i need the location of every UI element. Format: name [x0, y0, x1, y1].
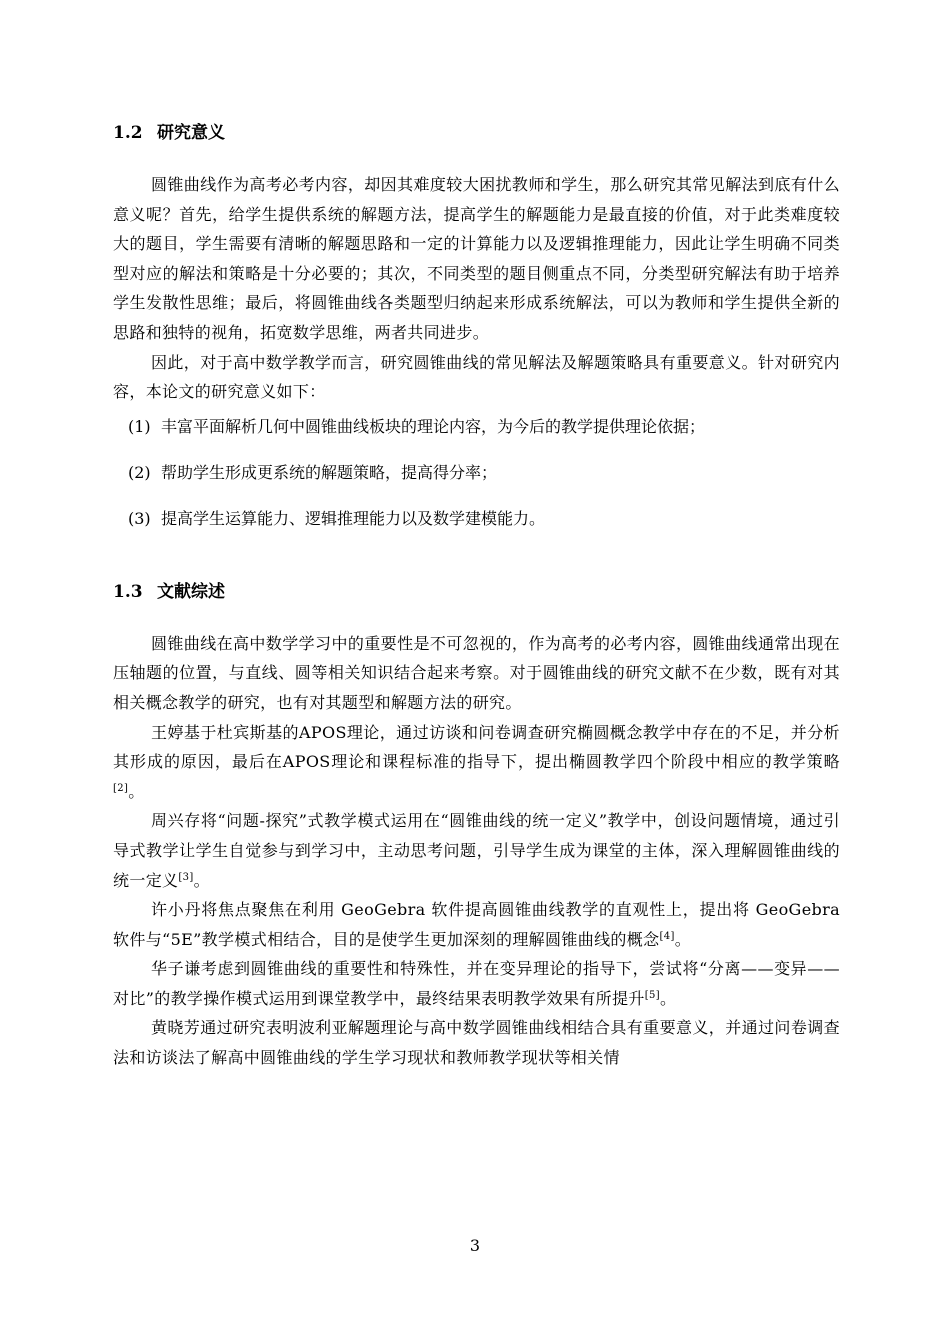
list-item-text: 提高学生运算能力、逻辑推理能力以及数学建模能力。 — [161, 508, 546, 528]
citation-ref[interactable]: [3] — [178, 871, 194, 883]
paragraph: 因此，对于高中数学教学而言，研究圆锥曲线的常见解法及解题策略具有重要意义。针对研究内容，本论文的研究意义如下： — [113, 352, 840, 402]
section-number: 1.2 — [113, 123, 143, 143]
paragraph — [113, 718, 840, 807]
paragraph-text: 周兴存将“问题-探究”式教学模式运用在“圆锥曲线的统一定义”教学中，创设问题情境，通过引导式教学让学生自觉参与到学习中，主动思考问题，引导学生成为课堂的主体，深入理解圆锥曲线的统一定义 — [113, 811, 840, 890]
section-number: 1.3 — [113, 581, 143, 602]
section-heading-1-3 — [113, 577, 840, 607]
list-item — [113, 461, 840, 485]
paragraph-text: 许小丹将焦点聚焦在利用 GeoGebra 软件提高圆锥曲线教学的直观性上，提出将 GeoGebra 软件与“5E”教学模式相结合，目的是使学生更加深刻的理解圆锥曲线的概念 — [113, 900, 840, 949]
paragraph-tail: 。 — [128, 781, 145, 801]
citation-ref[interactable]: [4] — [659, 930, 675, 942]
paragraph: 圆锥曲线在高中数学学习中的重要性是不可忽视的，作为高考的必考内容，圆锥曲线通常出现在压轴题的位置，与直线、圆等相关知识结合起来考察。对于圆锥曲线的研究文献不在少数，既有对其相关概念教学的研究，也有对其题型和解题方法的研究。 — [113, 633, 840, 712]
page-content — [113, 118, 840, 1073]
list-item-text: 帮助学生形成更系统的解题策略，提高得分率； — [161, 462, 498, 482]
citation-ref[interactable]: [5] — [644, 989, 660, 1001]
citation-ref[interactable]: [2] — [113, 782, 129, 794]
list-marker: (2) — [128, 462, 151, 482]
list-item — [113, 507, 840, 531]
list-item-text: 丰富平面解析几何中圆锥曲线板块的理论内容，为今后的教学提供理论依据； — [161, 416, 706, 436]
paragraph-tail: 。 — [193, 870, 210, 890]
significance-list — [113, 415, 840, 531]
list-item — [113, 415, 840, 439]
section-title: 文献综述 — [157, 581, 225, 602]
paragraph: 黄晓芳通过研究表明波利亚解题理论与高中数学圆锥曲线相结合具有重要意义，并通过问卷调查法和访谈法了解高中圆锥曲线的学生学习现状和教师教学现状等相关情 — [113, 1018, 840, 1068]
page-number: 3 — [469, 1236, 481, 1255]
paragraph-text: 王婷基于杜宾斯基的APOS理论，通过访谈和问卷调查研究椭圆概念教学中存在的不足，并分析其形成的原因，最后在APOS理论和课程标准的指导下，提出椭圆教学四个阶段中相应的教学策略 — [113, 722, 840, 772]
paragraph — [113, 954, 840, 1013]
list-marker: (1) — [128, 416, 151, 436]
section-title: 研究意义 — [157, 123, 225, 143]
paragraph: 圆锥曲线作为高考必考内容，却因其难度较大困扰教师和学生，那么研究其常见解法到底有什么意义呢？首先，给学生提供系统的解题方法，提高学生的解题能力是最直接的价值，对于此类难度较大的题目，学生需要有清晰的解题思路和一定的计算能力以及逻辑推理能力，因此让学生明确不同类型对应的解法和策略是十分必要的；其次，不同类型的题目侧重点不同，分类型研究解法有助于培养学生发散性思维；最后，将圆锥曲线各类题型归纳起来形成系统解法，可以为教师和学生提供全新的思路和独特的视角，拓宽数学思维，两者共同进步。 — [113, 175, 840, 342]
paragraph — [113, 895, 840, 954]
section-heading-1-2 — [113, 118, 840, 148]
list-marker: (3) — [128, 508, 151, 528]
paragraph-tail: 。 — [659, 988, 677, 1008]
paragraph-text: 华子谦考虑到圆锥曲线的重要性和特殊性，并在变异理论的指导下，尝试将“分离——变异——对比”的教学操作模式运用到课堂教学中，最终结果表明教学效果有所提升 — [113, 959, 840, 1008]
paragraph — [113, 806, 840, 895]
paragraph-tail: 。 — [674, 929, 692, 949]
